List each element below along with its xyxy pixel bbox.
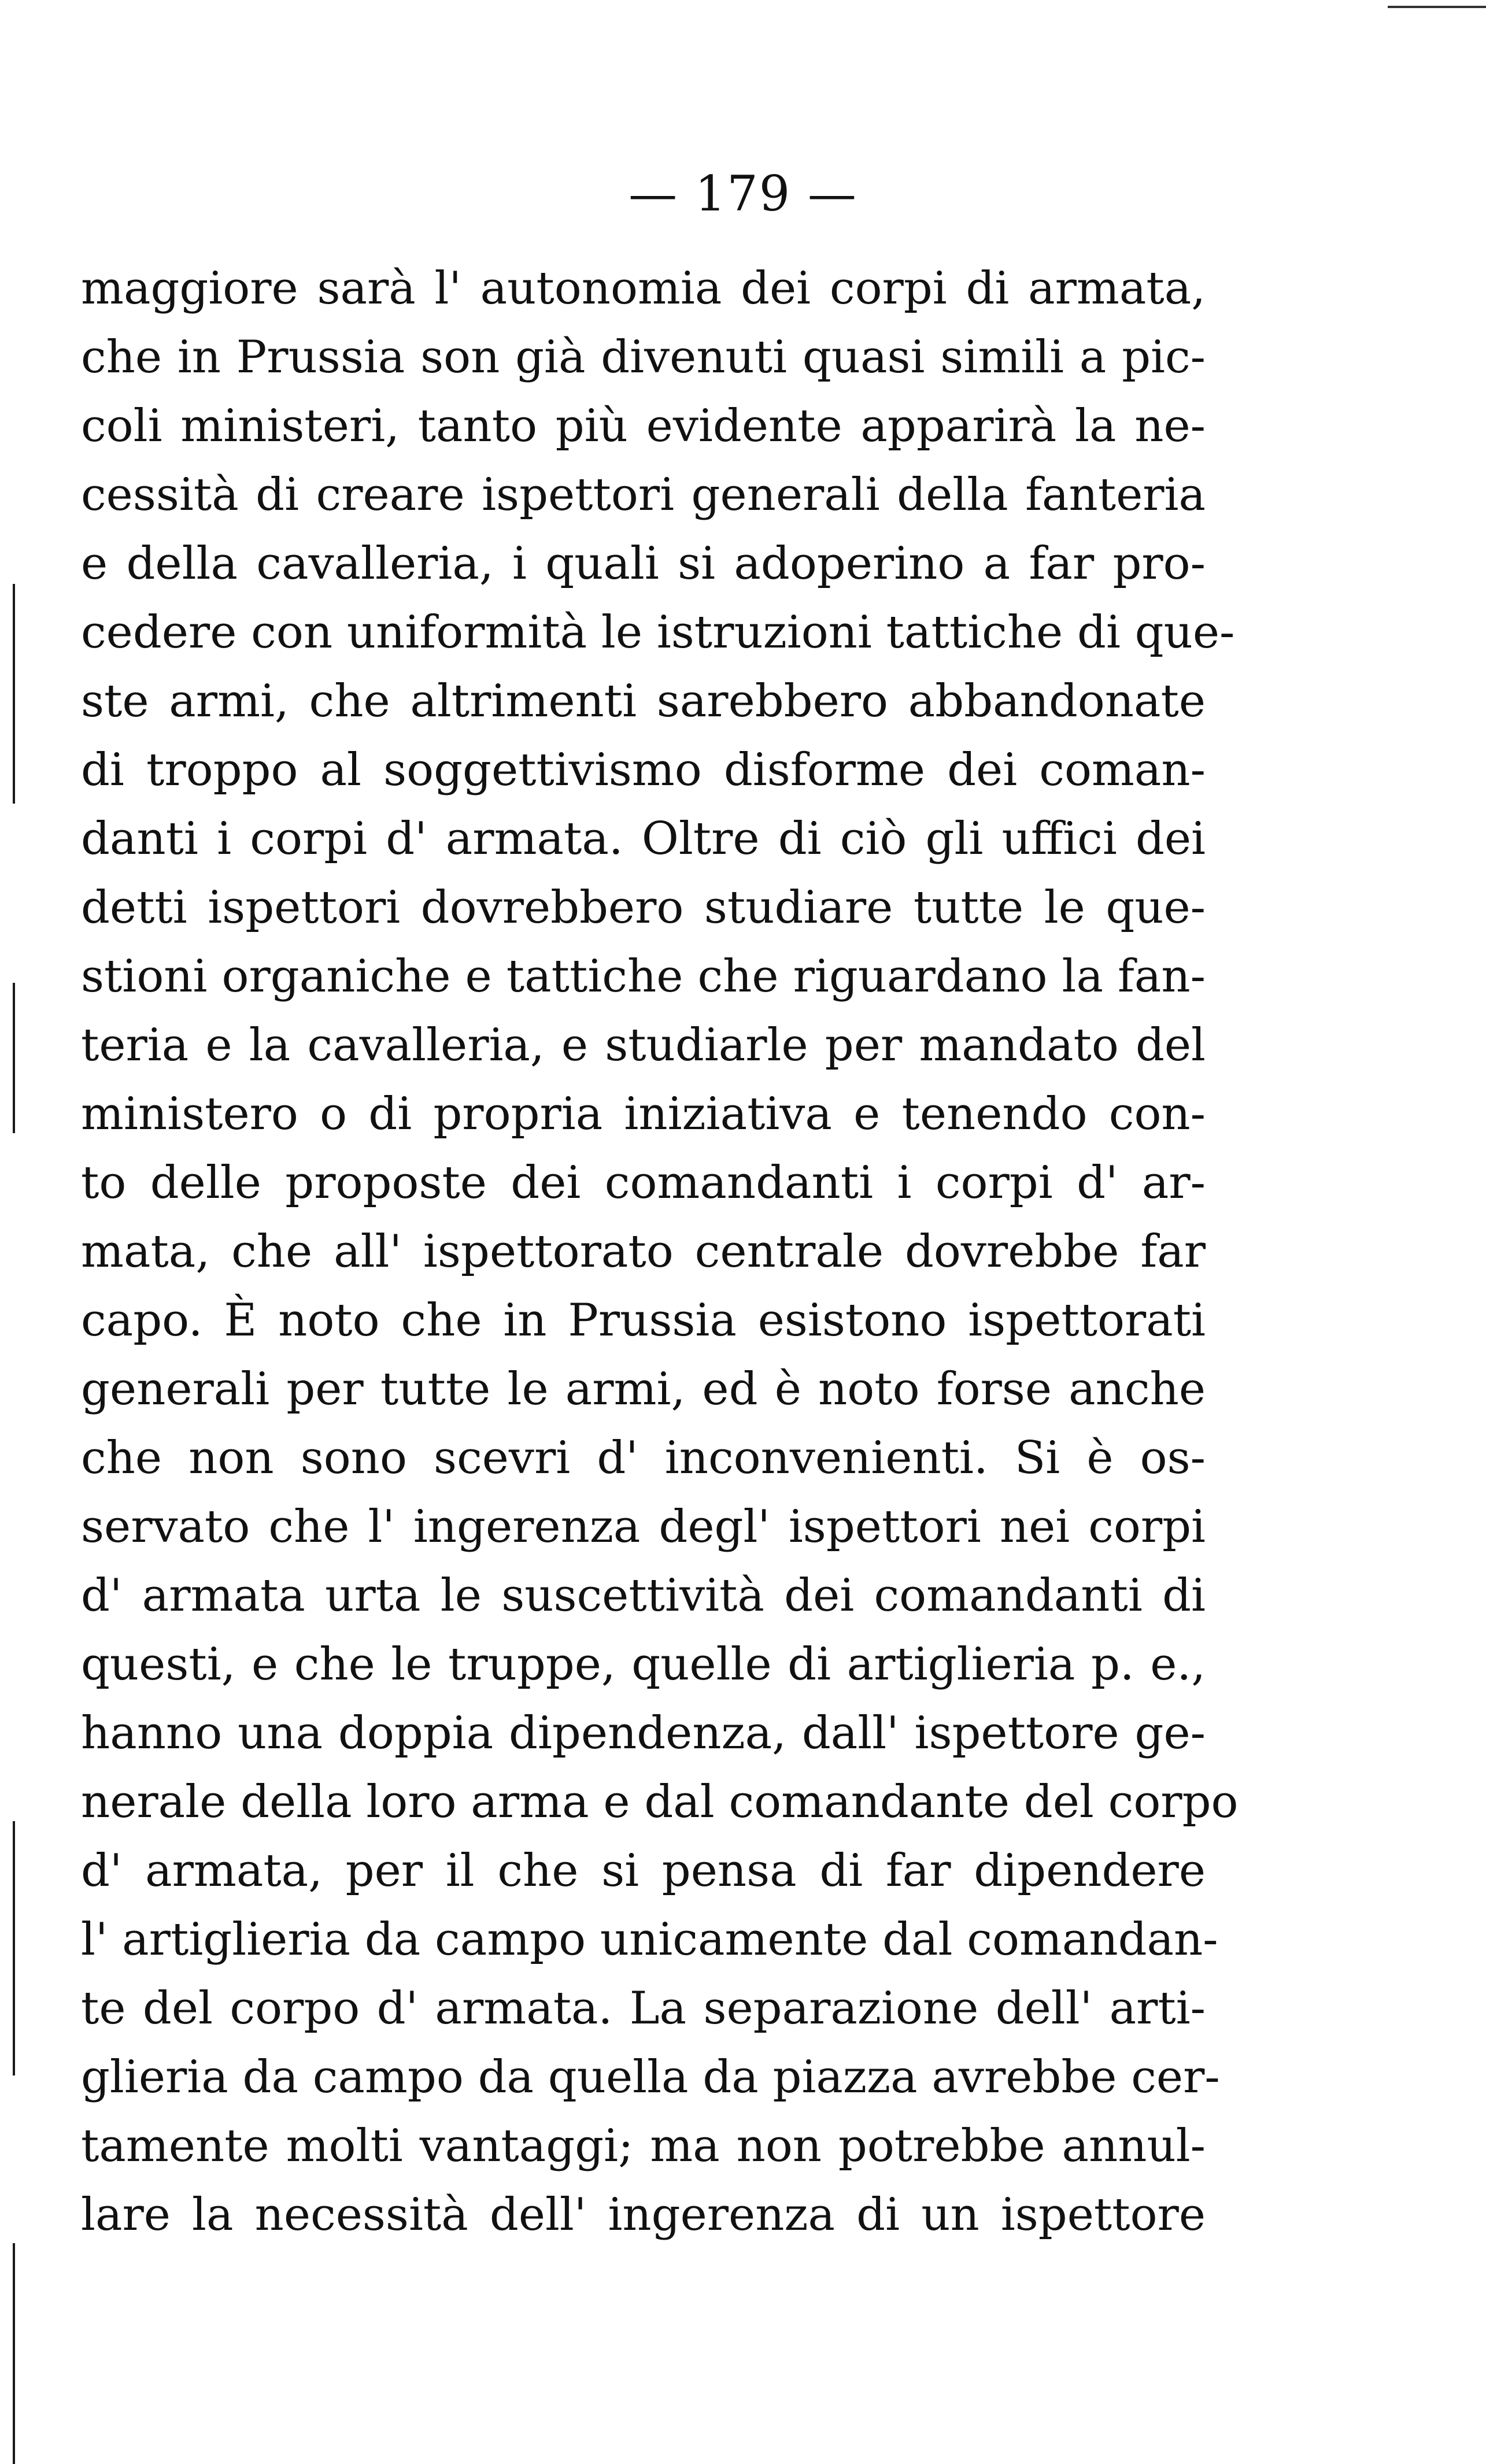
text-line: ste armi, che altrimenti sarebbero abbandonate [81,675,1206,727]
text-line: mata, che all' ispettorato centrale dovrebbe far [81,1226,1206,1278]
text-line: che non sono scevri d' inconvenienti. Si è os- [81,1432,1206,1484]
scan-edge-line [13,584,15,804]
text-line: coli ministeri, tanto più evidente apparirà la ne- [81,400,1206,452]
text-line: l' artiglieria da campo unicamente dal comandan- [81,1914,1218,1966]
text-line: che in Prussia son già divenuti quasi simili a pic- [81,331,1206,383]
text-line: maggiore sarà l' autonomia dei corpi di armata, [81,262,1206,315]
scan-edge-line [13,2243,15,2464]
text-line: to delle proposte dei comandanti i corpi d' ar- [81,1157,1206,1209]
text-line: generali per tutte le armi, ed è noto forse anche [81,1363,1206,1415]
text-line: hanno una doppia dipendenza, dall' ispettore ge- [81,1707,1206,1759]
text-line: te del corpo d' armata. La separazione dell' arti- [81,1982,1206,2034]
scan-edge-rule [1388,6,1486,8]
text-line: danti i corpi d' armata. Oltre di ciò gli uffici dei [81,813,1206,865]
text-line: stioni organiche e tattiche che riguardano la fan- [81,950,1206,1002]
text-line: questi, e che le truppe, quelle di artiglieria p. e., [81,1638,1206,1690]
text-line: capo. È noto che in Prussia esistono ispettorati [81,1294,1206,1346]
text-line: glieria da campo da quella da piazza avrebbe cer- [81,2051,1220,2103]
text-line: di troppo al soggettivismo disforme dei coman- [81,744,1206,796]
page-number: — 179 — [629,165,857,222]
text-line: cedere con uniformità le istruzioni tattiche di que- [81,606,1235,658]
scan-edge-line [13,1821,15,2075]
text-line: cessità di creare ispettori generali della fanteria [81,469,1206,521]
text-line: lare la necessità dell' ingerenza di un ispettore [81,2189,1206,2241]
text-line: d' armata, per il che si pensa di far dipendere [81,1845,1206,1897]
text-line: ministero o di propria iniziativa e tenendo con- [81,1088,1206,1140]
scan-edge-line [13,983,15,1133]
text-line: teria e la cavalleria, e studiarle per mandato del [81,1019,1206,1071]
text-line: d' armata urta le suscettività dei comandanti di [81,1570,1206,1622]
body-text [81,254,1239,2250]
text-line: servato che l' ingerenza degl' ispettori nei corpi [81,1501,1206,1553]
text-line: tamente molti vantaggi; ma non potrebbe annul- [81,2120,1206,2172]
text-line: e della cavalleria, i quali si adoperino a far pro- [81,538,1206,590]
text-line: nerale della loro arma e dal comandante del corpo [81,1776,1239,1828]
text-line: detti ispettori dovrebbero studiare tutte le que- [81,882,1206,934]
